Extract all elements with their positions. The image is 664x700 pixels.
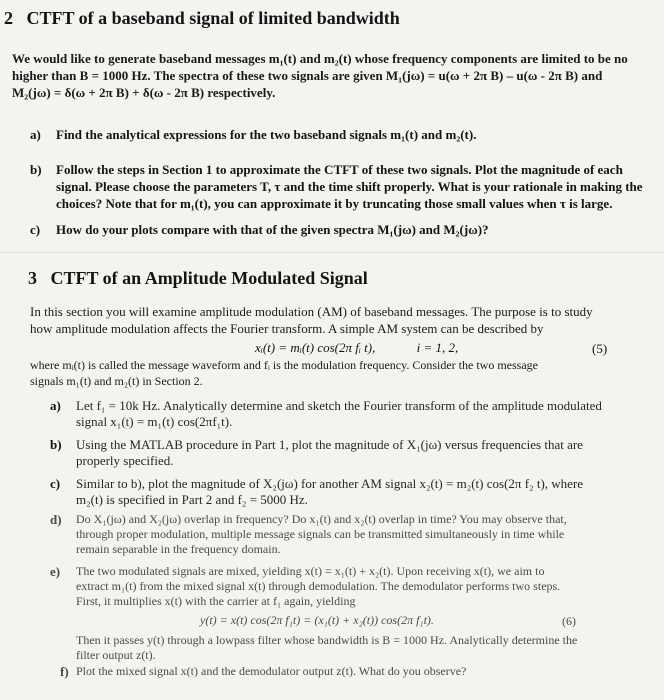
item-text: properly specified.: [76, 453, 174, 468]
section-number: 2: [4, 8, 13, 28]
item-text: Plot the mixed signal x(t) and the demodulator output z(t). What do you observe?: [76, 664, 467, 678]
divider: [0, 252, 664, 253]
intro-line: M₂(jω) = δ(ω + 2π B) + δ(ω - 2π B) respectively.: [12, 85, 276, 100]
item-label: a): [50, 398, 61, 413]
section-title: CTFT of an Amplitude Modulated Signal: [50, 268, 368, 288]
section-title: CTFT of a baseband signal of limited bandwidth: [26, 8, 400, 28]
item-text: through proper modulation, multiple message signals can be transmitted simultaneously in time while: [76, 527, 565, 541]
equation-number: (6): [562, 614, 576, 628]
item-label: f): [60, 664, 69, 679]
item-text: extract m₁(t) from the mixed signal x(t) through demodulation. The demodulator performs two steps.: [76, 579, 561, 593]
item-text: Do X₁(jω) and X₂(jω) overlap in frequency? Do x₁(t) and x₂(t) overlap in time? You may observe that,: [76, 512, 567, 526]
item-text: Using the MATLAB procedure in Part 1, plot the magnitude of X₁(jω) versus frequencies that are: [76, 437, 583, 452]
item-text: signal x₁(t) = m₁(t) cos(2πf₁t).: [76, 414, 233, 429]
item-label: b): [50, 437, 62, 452]
section-2-heading: [4, 8, 400, 29]
item-label: a): [30, 127, 41, 142]
section-number: 3: [28, 268, 37, 288]
text-line: filter output z(t).: [76, 648, 156, 662]
item-label: c): [30, 222, 41, 237]
text-line: Then it passes y(t) through a lowpass filter whose bandwidth is B = 1000 Hz. Analytically determine the: [76, 633, 578, 647]
intro-line: higher than B = 1000 Hz. The spectra of these two signals are given M₁(jω) = u(ω + 2π B) – u(ω - 2π B) and: [12, 68, 603, 83]
text-line: where mᵢ(t) is called the message waveform and fᵢ is the modulation frequency. Consider the two message: [30, 358, 538, 372]
equation-6: [200, 613, 434, 628]
item-text: The two modulated signals are mixed, yielding x(t) = x₁(t) + x₂(t). Upon receiving x(t), we aim to: [76, 564, 545, 578]
item-text: Let f₁ = 10k Hz. Analytically determine and sketch the Fourier transform of the amplitude modulated: [76, 398, 602, 413]
equation-expr: y(t) = x(t) cos(2π f₁t) = (x₁(t) + x₂(t)) cos(2π f₁t).: [200, 613, 434, 627]
item-text: choices? Note that for m₁(t), you can approximate it by truncating those small values when τ is large.: [56, 196, 613, 211]
section-3-heading: [28, 268, 368, 289]
intro-line: how amplitude modulation affects the Fourier transform. A simple AM system can be described by: [30, 321, 544, 336]
equation-number: (5): [592, 341, 608, 356]
text-line: signals m₁(t) and m₂(t) in Section 2.: [30, 374, 203, 388]
intro-line: We would like to generate baseband messages m₁(t) and m₂(t) whose frequency components are limited to be no: [12, 51, 628, 66]
item-text: m₂(t) is specified in Part 2 and f₂ = 5000 Hz.: [76, 492, 308, 507]
item-text: How do your plots compare with that of the given spectra M₁(jω) and M₂(jω)?: [56, 222, 489, 237]
item-text: signal. Please choose the parameters T, τ and the time shift properly. What is your rationale in making the: [56, 179, 643, 194]
equation-index: i = 1, 2,: [416, 340, 459, 355]
item-text: Follow the steps in Section 1 to approximate the CTFT of these two signals. Plot the magnitude of each: [56, 162, 623, 177]
item-text: First, it multiplies x(t) with the carrier at f₁ again, yielding: [76, 594, 356, 608]
intro-line: In this section you will examine amplitude modulation (AM) of baseband messages. The purpose is to study: [30, 304, 593, 319]
item-label: d): [50, 512, 62, 527]
item-label: b): [30, 162, 42, 177]
item-text: remain separable in the frequency domain.: [76, 542, 281, 556]
item-text: Find the analytical expressions for the two baseband signals m₁(t) and m₂(t).: [56, 127, 477, 142]
item-text: Similar to b), plot the magnitude of X₂(jω) for another AM signal x₂(t) = m₂(t) cos(2π f₂ t), where: [76, 476, 584, 491]
equation-5: [255, 340, 458, 356]
equation-expr: xᵢ(t) = mᵢ(t) cos(2π fᵢ t),: [255, 340, 376, 355]
item-label: c): [50, 476, 61, 491]
item-label: e): [50, 564, 61, 579]
